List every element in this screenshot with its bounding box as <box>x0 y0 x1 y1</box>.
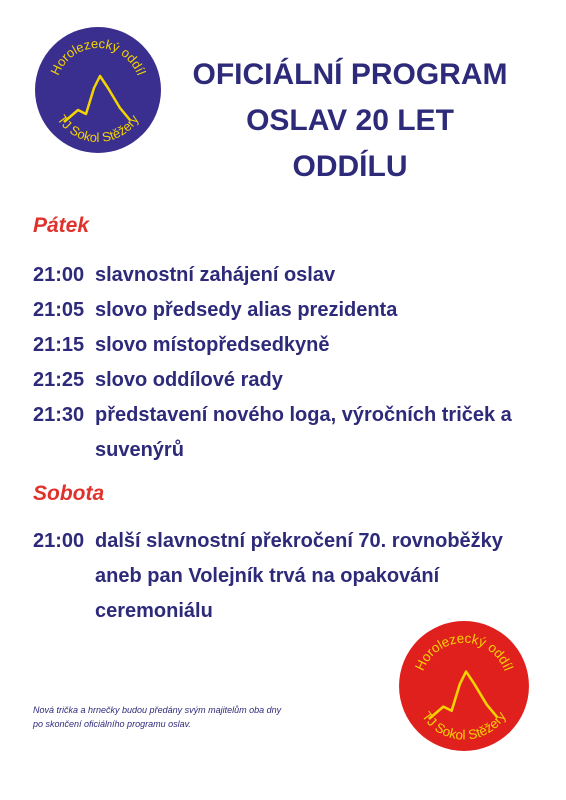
item-time: 21:25 <box>33 369 85 391</box>
title-line-1: OFICIÁLNÍ PROGRAM <box>192 58 508 91</box>
item-time: 21:30 <box>33 404 85 426</box>
club-logo-top <box>34 26 162 154</box>
schedule-item <box>33 363 553 398</box>
day-heading-friday: Pátek <box>33 214 90 237</box>
schedule-saturday <box>33 524 553 629</box>
item-time: 21:00 <box>33 264 85 286</box>
schedule-item <box>33 258 553 293</box>
day-heading-saturday: Sobota <box>33 482 105 505</box>
item-text: slovo místopředsedkyně <box>95 334 330 356</box>
footnote-line-1: Nová trička a hrnečky budou předány svým majitelům oba dny <box>33 705 282 715</box>
logo-text-bottom: TJ Sokol Stěžery <box>54 111 142 146</box>
footnote <box>33 703 363 731</box>
item-text: slovo oddílové rady <box>95 369 283 391</box>
page-title <box>150 52 550 190</box>
club-logo-bottom <box>398 620 530 752</box>
schedule-item <box>33 328 553 363</box>
item-time: 21:00 <box>33 530 85 552</box>
item-text: představení nového loga, výročních triček a suvenýrů <box>95 404 512 461</box>
footnote-line-2: po skončení oficiálního programu oslav. <box>33 719 191 729</box>
logo-text-top: Horolezecký oddíl <box>412 630 517 673</box>
mountain-logo-icon <box>34 26 162 154</box>
title-line-2: OSLAV 20 LET <box>246 104 454 137</box>
mountain-logo-icon <box>398 620 530 752</box>
schedule-friday <box>33 258 553 468</box>
item-time: 21:05 <box>33 299 85 321</box>
logo-text-bottom: TJ Sokol Stěžery <box>419 708 509 743</box>
title-line-3: ODDÍLU <box>292 150 408 183</box>
item-time: 21:15 <box>33 334 85 356</box>
schedule-item <box>33 524 553 629</box>
item-text: slavnostní zahájení oslav <box>95 264 336 286</box>
logo-text-top: Horolezecký oddíl <box>47 35 149 78</box>
item-text: další slavnostní překročení 70. rovnoběžky aneb pan Volejník trvá na opakování ceremoniálu <box>95 530 503 622</box>
schedule-item <box>33 293 553 328</box>
schedule-item <box>33 398 553 468</box>
item-text: slovo předsedy alias prezidenta <box>95 299 398 321</box>
